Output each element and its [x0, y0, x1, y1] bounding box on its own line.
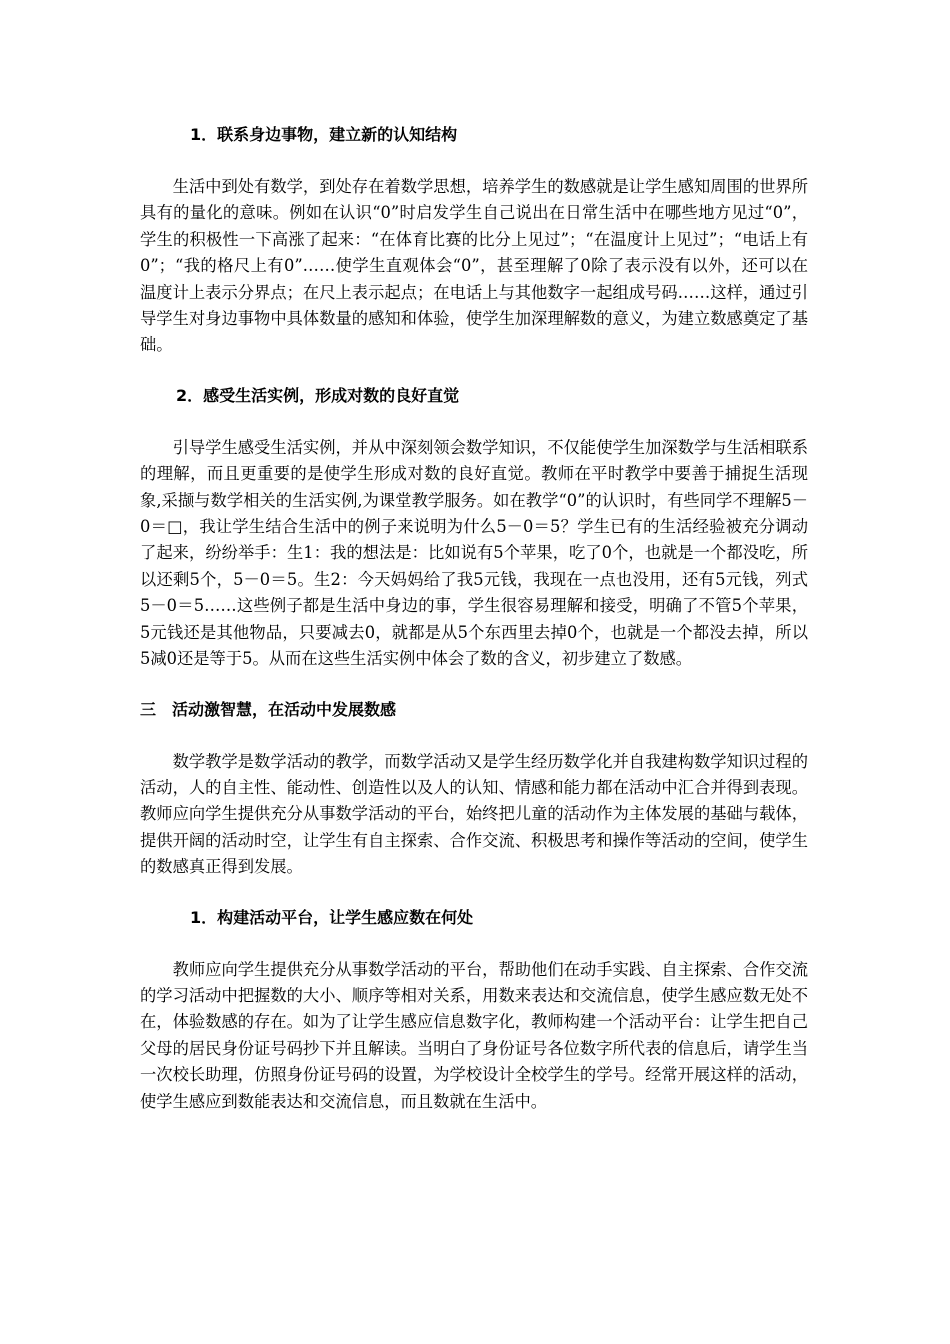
- paragraph-4: 教师应向学生提供充分从事数学活动的平台，帮助他们在动手实践、自主探索、合作交流的学习活动中把握数的大小、顺序等相对关系，用数来表达和交流信息，使学生感应数无处不在，体验数感的存在。如为了让学生感应信息数字化，教师构建一个活动平台：让学生把自己父母的居民身份证号码抄下并且解读。当明白了身份证号各位数字所代表的信息后，请学生当一次校长助理，仿照身份证号码的设置，为学校设计全校学生的学号。经常开展这样的活动，使学生感应到数能表达和交流信息，而且数就在生活中。: [140, 959, 808, 1111]
- paragraph-1: 生活中到处有数学，到处存在着数学思想，培养学生的数感就是让学生感知周围的世界所具有的量化的意味。例如在认识“0”时启发学生自己说出在日常生活中在哪些地方见过“0”，学生的积极性一下高涨了起来：“在体育比赛的比分上见过”；“在温度计上见过”；“电话上有0”；“我的格尺上有0”……使学生直观体会“0”，甚至理解了0除了表示没有以外，还可以在温度计上表示分界点；在尺上表示起点；在电话上与其他数字一起组成号码……这样，通过引导学生对身边事物中具体数量的感知和体验，使学生加深理解数的意义，为建立数感奠定了基础。: [140, 177, 808, 355]
- section-heading-4: 1．构建活动平台，让学生感应数在何处: [190, 907, 474, 927]
- paragraph-2: 引导学生感受生活实例，并从中深刻领会数学知识，不仅能使学生加深数学与生活相联系的理解，而且更重要的是使学生形成对数的良好直觉。教师在平时教学中要善于捕捉生活现象,采撷与数学相关的生活实例,为课堂教学服务。如在教学“0”的认识时，有些同学不理解5－0＝□，我让学生结合生活中的例子来说明为什么5－0＝5？学生已有的生活经验被充分调动了起来，纷纷举手：生1：我的想法是：比如说有5个苹果，吃了0个，也就是一个都没吃，所以还剩5个，5－0＝5。生2：今天妈妈给了我5元钱，我现在一点也没用，还有5元钱，列式5－0＝5……这些例子都是生活中身边的事，学生很容易理解和接受，明确了不管5个苹果，5元钱还是其他物品，只要减去0，就都是从5个东西里去掉0个，也就是一个都没去掉，所以5减0还是等于5。从而在这些生活实例中体会了数的含义，初步建立了数感。: [140, 437, 808, 669]
- section-heading-1: 1．联系身边事物，建立新的认知结构: [190, 125, 458, 144]
- document-page: [140, 122, 808, 1115]
- section-heading-2: 2．感受生活实例，形成对数的良好直觉: [176, 385, 460, 405]
- paragraph-3: 数学教学是数学活动的教学，而数学活动又是学生经历数学化并自我建构数学知识过程的活动，人的自主性、能动性、创造性以及人的认知、情感和能力都在活动中汇合并得到表现。教师应向学生提供充分从事数学活动的平台，始终把儿童的活动作为主体发展的基础与载体，提供开阔的活动时空，让学生有自主探索、合作交流、积极思考和操作等活动的空间，使学生的数感真正得到发展。: [140, 751, 808, 877]
- section-heading-3: 三 活动激智慧，在活动中发展数感: [140, 699, 397, 719]
